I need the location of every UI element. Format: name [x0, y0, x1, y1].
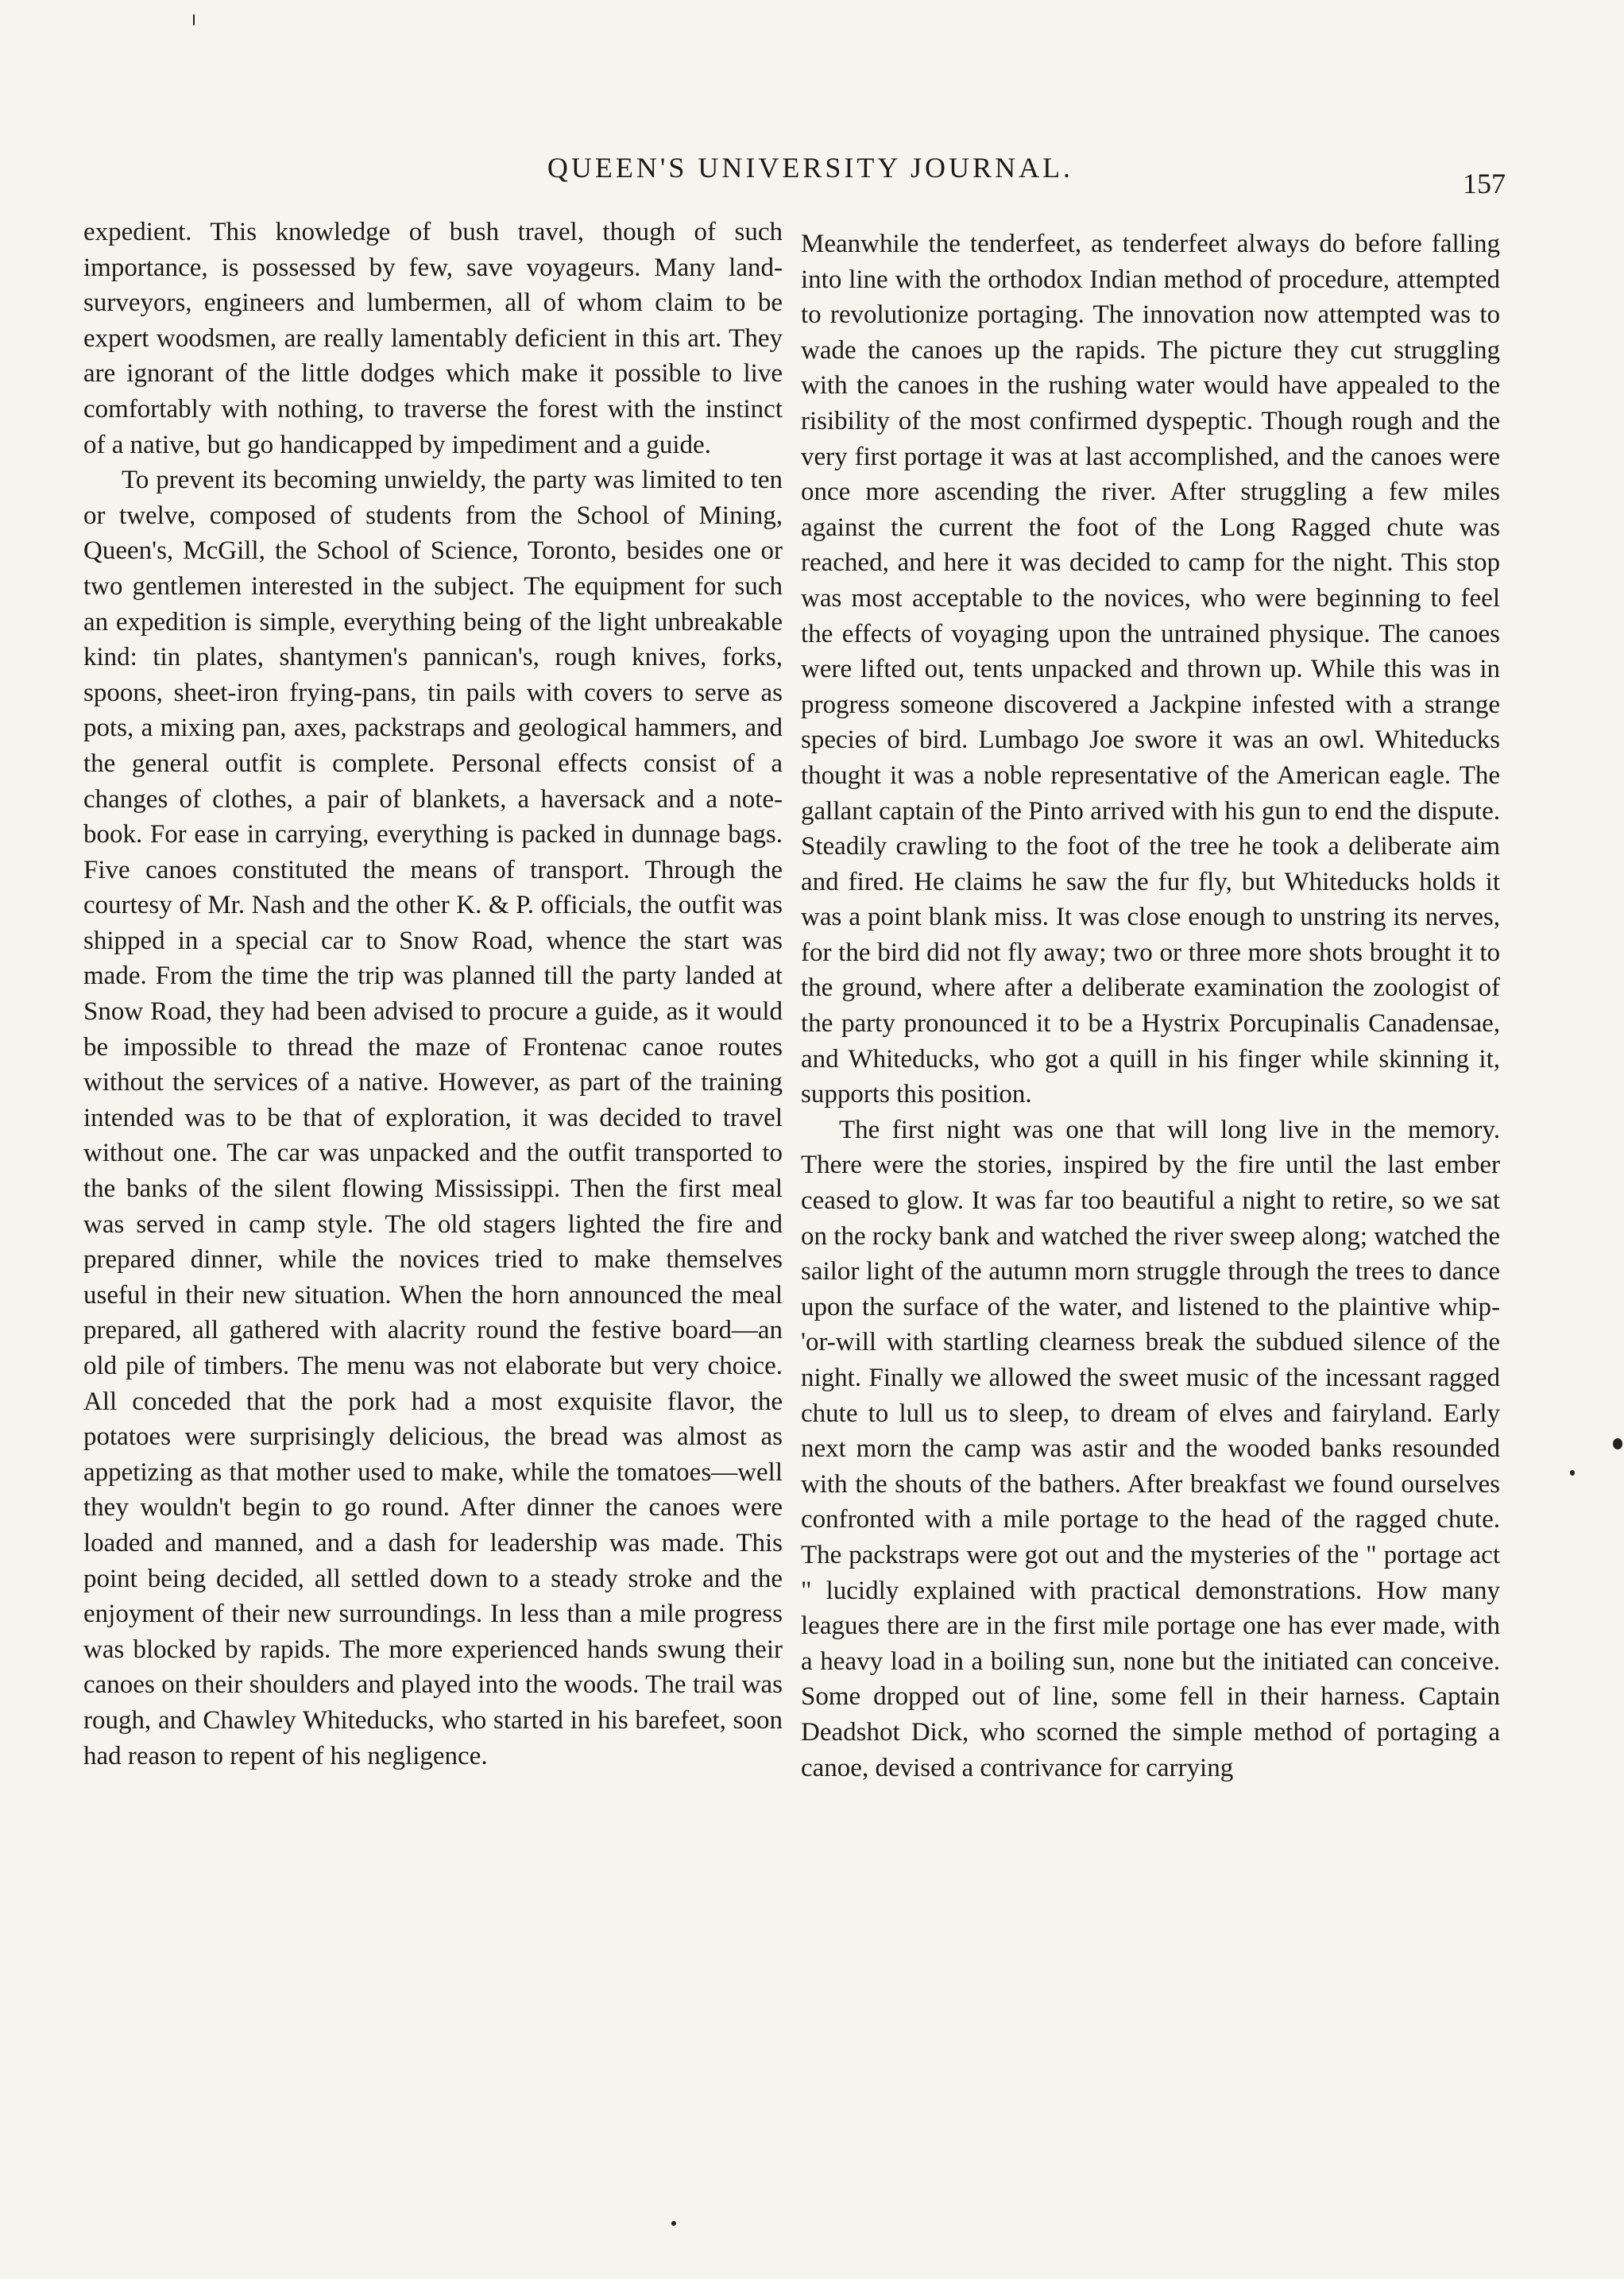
right-paragraph-1: Meanwhile the tenderfeet, as tenderfeet always do before falling into line with the orthodox Indian method of procedure, attempted to revolutionize portaging. The innovation now attempted was to wade the canoes up the rapids. The picture they cut struggling with the canoes in the rushing water would have appealed to the risibility of the most confirmed dyspeptic. Though rough and the very first portage it was at last accomplished, and the canoes were once more ascending the river. After struggling a few miles against the current the foot of the Long Ragged chute was reached, and here it was decided to camp for the night. This stop was most acceptable to the novices, who were beginning to feel the effects of voyaging upon the untrained physique. The canoes were lifted out, tents unpacked and thrown up. While this was in progress someone discovered a Jackpine infested with a strange species of bird. Lumbago Joe swore it was an owl. Whiteducks thought it was a noble representative of the American eagle. The gallant captain of the Pinto arrived with his gun to end the dispute. Steadily crawling to the foot of the tree he took a deliberate aim and fired. He claims he saw the fur fly, but Whiteducks holds it was a point blank miss. It was close enough to unstring its nerves, for the bird did not fly away; two or three more shots brought it to the ground, where after a deliberate examination the zoologist of the party pronounced it to be a Hystrix Porcupinalis Canadensae, and Whiteducks, who got a quill in his finger while skinning it, supports this position. — [801, 230, 1500, 1109]
scan-speck — [1613, 1438, 1622, 1449]
scan-speck — [193, 14, 195, 25]
scan-speck — [671, 2221, 676, 2226]
page-number: 157 — [1463, 168, 1506, 199]
left-paragraph-1: expedient. This knowledge of bush travel, though of such importance, is possessed by few, save voyageurs. Many land-surveyors, engineers and lumbermen, all of whom claim to be expert woodsmen, are really lamentably deficient in this art. They are ignorant of the little dodges which make it possible to live comfortably with nothing, to traverse the forest with the instinct of a native, but go handicapped by impediment and a guide. — [83, 218, 783, 459]
left-paragraph-2: To prevent its becoming unwieldy, the party was limited to ten or twelve, composed of students from the School of Mining, Queen's, McGill, the School of Science, Toronto, besides one or two gentlemen interested in the subject. The equipment for such an expedition is simple, everything being of the light unbreakable kind: tin plates, shantymen's pannican's, rough knives, forks, spoons, sheet-iron frying-pans, tin pails with covers to serve as pots, a mixing pan, axes, packstraps and geological hammers, and the general outfit is complete. Personal effects consist of a changes of clothes, a pair of blankets, a haversack and a note-book. For ease in carrying, everything is packed in dunnage bags. Five canoes constituted the means of transport. Through the courtesy of Mr. Nash and the other K. & P. officials, the outfit was shipped in a special car to Snow Road, whence the start was made. From the time the trip was planned till the party landed at Snow Road, they had been advised to procure a guide, as it would be impossible to thread the maze of Frontenac canoe routes without the services of a native. However, as part of the training intended was to be that of exploration, it was decided to travel without one. The car was unpacked and the outfit transported to the banks of the silent flowing Mississippi. Then the first meal was served in camp style. The old stagers lighted the fire and prepared dinner, while the novices tried to make themselves useful in their new situation. When the horn announced the meal prepared, all gathered with alacrity round the festive board—an old pile of timbers. The menu was not elaborate but very choice. All conceded that the pork had a most exquisite flavor, the potatoes were surprisingly delicious, the bread was almost as appetizing as that mother used to make, while the tomatoes—well they wouldn't begin to go round. After dinner the canoes were loaded and manned, and a dash for leadership was made. This point being decided, all settled down to a steady stroke and the enjoyment of their new surroundings. In less than a mile progress was blocked by rapids. The more experienced hands swung their canoes on their shoulders and played into the woods. The trail was rough, and Chawley Whiteducks, who started in his barefeet, soon had reason to repent of his negligence. — [83, 466, 783, 1770]
right-column — [801, 226, 1500, 1786]
page-header — [79, 151, 1541, 199]
scan-speck — [1570, 1470, 1575, 1476]
journal-title: QUEEN'S UNIVERSITY JOURNAL. — [547, 152, 1074, 184]
right-paragraph-2: The first night was one that will long live in the memory. There were the stories, inspired by the fire until the last ember ceased to glow. It was far too beautiful a night to retire, so we sat on the rocky bank and watched the river sweep along; watched the sailor light of the autumn morn struggle through the trees to dance upon the surface of the water, and listened to the plaintive whip-'or-will with startling clearness break the subdued silence of the night. Finally we allowed the sweet music of the incessant ragged chute to lull us to sleep, to dream of elves and fairyland. Early next morn the camp was astir and the wooded banks resounded with the shouts of the bathers. After breakfast we found ourselves confronted with a mile portage to the head of the ragged chute. The packstraps were got out and the mysteries of the " portage act " lucidly explained with practical demonstrations. How many leagues there are in the first mile portage one has ever made, with a heavy load in a boiling sun, none but the initiated can conceive. Some dropped out of line, some fell in their harness. Captain Deadshot Dick, who scorned the simple method of portaging a canoe, devised a contrivance for carrying — [801, 1115, 1500, 1782]
left-column — [83, 215, 783, 1774]
